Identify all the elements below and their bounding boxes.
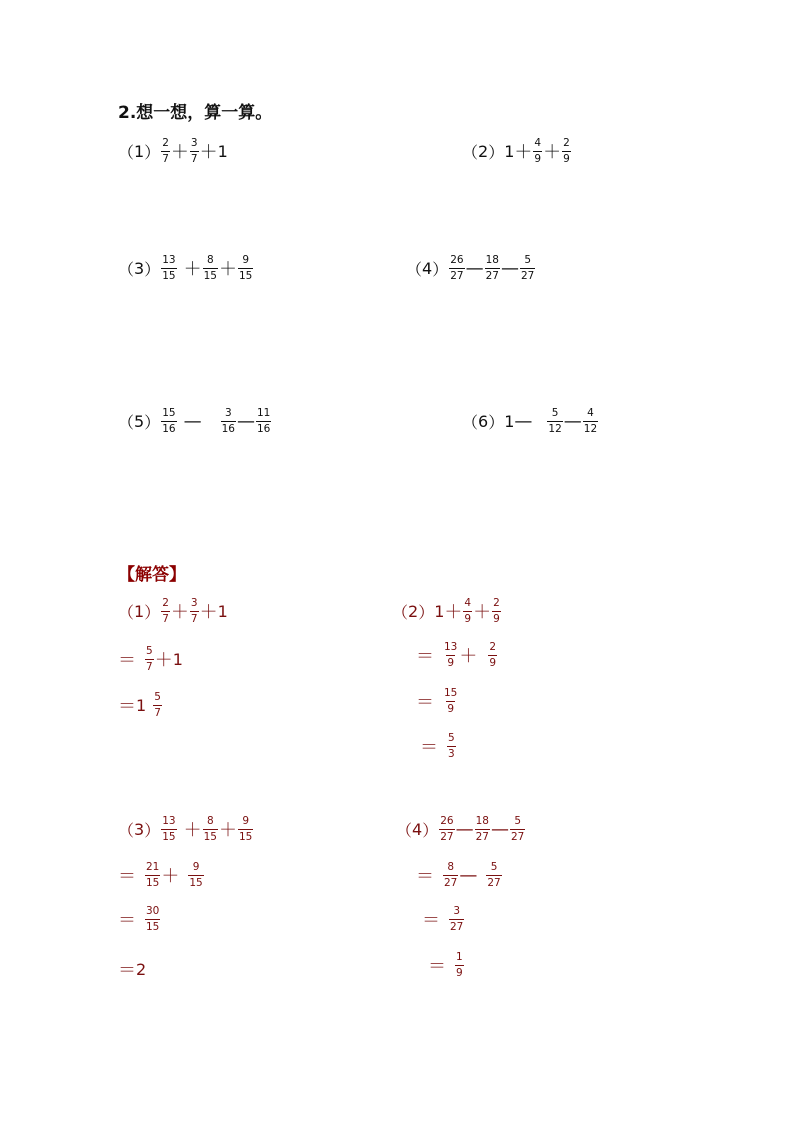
fraction [161, 816, 176, 842]
denominator: 3 [448, 747, 455, 760]
solution-2-step-1 [416, 642, 498, 668]
equals-sign: ＝ [416, 692, 434, 713]
numerator: 30 [146, 905, 160, 917]
paren-open: （ [392, 602, 409, 622]
problem-number: 3 [134, 258, 145, 278]
problem-number: 6 [478, 411, 489, 431]
numerator: 18 [475, 815, 489, 827]
numerator: 8 [447, 861, 455, 873]
denominator: 12 [583, 422, 598, 435]
solution-4-step-1 [416, 862, 503, 888]
plus-sign: ＋ [183, 820, 202, 841]
denominator: 15 [203, 269, 217, 282]
minus-sign: — [183, 410, 202, 432]
equals-sign: ＝ [118, 960, 136, 981]
plus-sign: ＋ [444, 602, 463, 623]
fraction [510, 816, 525, 842]
fraction [161, 138, 170, 164]
problem-number: 2 [408, 601, 419, 621]
denominator: 9 [534, 152, 542, 165]
numerator: 26 [450, 254, 464, 266]
minus-sign: — [500, 257, 519, 279]
plus-sign: ＋ [199, 142, 218, 163]
paren-open: （ [396, 820, 413, 840]
numerator: 5 [524, 254, 531, 266]
fraction [238, 255, 253, 281]
equals-sign: ＝ [416, 866, 434, 887]
denominator: 27 [450, 920, 464, 933]
paren-open: （ [118, 412, 135, 432]
numerator: 13 [162, 815, 176, 827]
fraction [583, 408, 598, 434]
denominator: 16 [162, 422, 176, 435]
problem-number: 4 [422, 258, 433, 278]
denominator: 7 [146, 660, 153, 673]
denominator: 9 [489, 656, 497, 669]
whole-number: 1 [504, 411, 515, 431]
fraction [145, 646, 154, 672]
numerator: 5 [514, 815, 521, 827]
whole-number: 1 [136, 695, 147, 715]
paren-close: ） [422, 820, 439, 840]
numerator: 15 [162, 407, 176, 419]
plus-sign: ＋ [199, 602, 218, 623]
minus-sign: — [236, 410, 255, 432]
minus-sign: — [459, 864, 478, 886]
paren-open: （ [118, 602, 135, 622]
paren-close: ） [432, 259, 449, 279]
numerator: 5 [448, 732, 455, 744]
whole-number: 1 [504, 141, 515, 161]
numerator: 9 [242, 815, 249, 827]
numerator: 8 [206, 254, 214, 266]
denominator: 9 [493, 612, 500, 625]
paren-close: ） [144, 142, 161, 162]
plus-sign: ＋ [543, 142, 562, 163]
equals-sign: ＝ [416, 646, 434, 667]
denominator: 27 [444, 876, 458, 889]
fraction [145, 862, 160, 888]
problem-1 [118, 138, 228, 164]
denominator: 27 [475, 830, 489, 843]
fraction [449, 906, 464, 932]
minus-sign: — [490, 818, 509, 840]
denominator: 15 [238, 830, 253, 843]
solution-1-problem [118, 598, 228, 624]
fraction [475, 816, 490, 842]
problem-3 [118, 255, 254, 281]
denominator: 9 [447, 702, 455, 715]
minus-sign: — [455, 818, 474, 840]
numerator: 2 [162, 137, 169, 149]
equals-sign: ＝ [118, 866, 136, 887]
numerator: 3 [224, 407, 232, 419]
paren-close: ） [488, 412, 505, 432]
fraction [161, 598, 170, 624]
denominator: 15 [203, 830, 217, 843]
denominator: 15 [146, 876, 160, 889]
fraction [547, 408, 562, 434]
numerator: 18 [485, 254, 499, 266]
paren-close: ） [144, 412, 161, 432]
plus-sign: ＋ [183, 259, 202, 280]
minus-sign: — [514, 410, 533, 432]
fraction [520, 255, 535, 281]
fraction [449, 255, 464, 281]
fraction [443, 642, 458, 668]
numerator: 11 [256, 407, 271, 419]
plus-sign: ＋ [218, 259, 237, 280]
paren-close: ） [418, 602, 435, 622]
solution-3-step-1 [118, 862, 205, 888]
page-title: 2.想一想，算一算。 [118, 103, 273, 123]
numerator: 3 [190, 137, 198, 149]
fraction [533, 138, 542, 164]
problem-number: 1 [134, 601, 145, 621]
equals-sign: ＝ [118, 696, 136, 717]
whole-number: 1 [434, 601, 445, 621]
numerator: 2 [493, 597, 500, 609]
fraction [455, 952, 464, 978]
paren-open: （ [118, 259, 135, 279]
numerator: 4 [534, 137, 542, 149]
numerator: 8 [206, 815, 214, 827]
denominator: 27 [520, 269, 535, 282]
numerator: 3 [453, 905, 461, 917]
solution-1-step-2 [118, 692, 163, 718]
whole-number: 1 [172, 649, 183, 669]
numerator: 1 [456, 951, 463, 963]
denominator: 16 [221, 422, 235, 435]
numerator: 5 [154, 691, 161, 703]
solution-4-step-3 [428, 952, 465, 978]
numerator: 15 [444, 687, 458, 699]
solution-3-problem [118, 816, 254, 842]
solution-4-step-2 [422, 906, 465, 932]
denominator: 9 [464, 612, 472, 625]
numerator: 2 [489, 641, 497, 653]
denominator: 15 [162, 830, 176, 843]
plus-sign: ＋ [473, 602, 492, 623]
denominator: 7 [190, 612, 198, 625]
plus-sign: ＋ [514, 142, 533, 163]
fraction [203, 255, 218, 281]
fraction [443, 688, 458, 714]
problem-number: 3 [134, 819, 145, 839]
denominator: 7 [162, 612, 169, 625]
plus-sign: ＋ [170, 602, 189, 623]
numerator: 13 [162, 254, 176, 266]
denominator: 7 [162, 152, 169, 165]
fraction [486, 862, 501, 888]
numerator: 26 [440, 815, 454, 827]
whole-number: 1 [217, 601, 228, 621]
paren-close: ） [144, 820, 161, 840]
fraction [447, 733, 456, 759]
whole-number: 1 [217, 141, 228, 161]
denominator: 27 [487, 876, 501, 889]
fraction [562, 138, 571, 164]
fraction [221, 408, 236, 434]
problem-number: 2 [478, 141, 489, 161]
fraction [161, 255, 176, 281]
denominator: 15 [238, 269, 253, 282]
problem-number: 4 [412, 819, 423, 839]
problem-number: 5 [134, 411, 145, 431]
problem-4 [406, 255, 536, 281]
denominator: 9 [456, 966, 463, 979]
fraction [439, 816, 454, 842]
fraction [161, 408, 176, 434]
numerator: 2 [162, 597, 169, 609]
numerator: 2 [563, 137, 570, 149]
paren-close: ） [488, 142, 505, 162]
solution-4-problem [396, 816, 526, 842]
denominator: 15 [162, 269, 176, 282]
numerator: 5 [551, 407, 559, 419]
denominator: 7 [154, 706, 161, 719]
paren-close: ） [144, 602, 161, 622]
equals-sign: ＝ [118, 910, 136, 931]
fraction [203, 816, 218, 842]
problem-number: 1 [134, 141, 145, 161]
numerator: 3 [190, 597, 198, 609]
solution-2-step-2 [416, 688, 459, 714]
fraction [463, 598, 472, 624]
denominator: 15 [189, 876, 203, 889]
paren-open: （ [462, 412, 479, 432]
solution-2-step-3 [420, 733, 457, 759]
numerator: 21 [146, 861, 160, 873]
problem-6 [462, 408, 599, 434]
denominator: 27 [450, 269, 464, 282]
numerator: 13 [444, 641, 458, 653]
fraction [492, 598, 501, 624]
denominator: 15 [146, 920, 160, 933]
solution-2-problem [392, 598, 502, 624]
fraction [190, 138, 199, 164]
fraction [145, 906, 160, 932]
denominator: 16 [256, 422, 271, 435]
answer-heading: 【解答】 [118, 565, 186, 585]
paren-close: ） [144, 259, 161, 279]
problem-5 [118, 408, 272, 434]
numerator: 9 [242, 254, 249, 266]
fraction [188, 862, 203, 888]
denominator: 27 [485, 269, 499, 282]
paren-open: （ [118, 820, 135, 840]
equals-sign: ＝ [420, 737, 438, 758]
solution-3-step-3 [118, 956, 146, 982]
numerator: 9 [192, 861, 200, 873]
denominator: 12 [548, 422, 562, 435]
solution-1-step-1 [118, 646, 183, 672]
fraction [238, 816, 253, 842]
plus-sign: ＋ [459, 646, 478, 667]
solution-3-step-2 [118, 906, 161, 932]
fraction [190, 598, 199, 624]
fraction [256, 408, 271, 434]
fraction [485, 255, 500, 281]
plus-sign: ＋ [154, 650, 173, 671]
problem-2 [462, 138, 572, 164]
denominator: 27 [440, 830, 454, 843]
equals-sign: ＝ [428, 956, 446, 977]
fraction [488, 642, 497, 668]
numerator: 5 [490, 861, 498, 873]
numerator: 5 [146, 645, 153, 657]
plus-sign: ＋ [170, 142, 189, 163]
numerator: 4 [464, 597, 472, 609]
fraction [153, 692, 162, 718]
denominator: 9 [447, 656, 455, 669]
equals-sign: ＝ [118, 650, 136, 671]
minus-sign: — [465, 257, 484, 279]
denominator: 27 [510, 830, 525, 843]
result-value: 2 [136, 959, 147, 979]
denominator: 9 [563, 152, 570, 165]
denominator: 7 [190, 152, 198, 165]
paren-open: （ [118, 142, 135, 162]
paren-open: （ [406, 259, 423, 279]
fraction [443, 862, 458, 888]
numerator: 4 [587, 407, 594, 419]
minus-sign: — [563, 410, 582, 432]
plus-sign: ＋ [161, 866, 180, 887]
plus-sign: ＋ [218, 820, 237, 841]
equals-sign: ＝ [422, 910, 440, 931]
paren-open: （ [462, 142, 479, 162]
